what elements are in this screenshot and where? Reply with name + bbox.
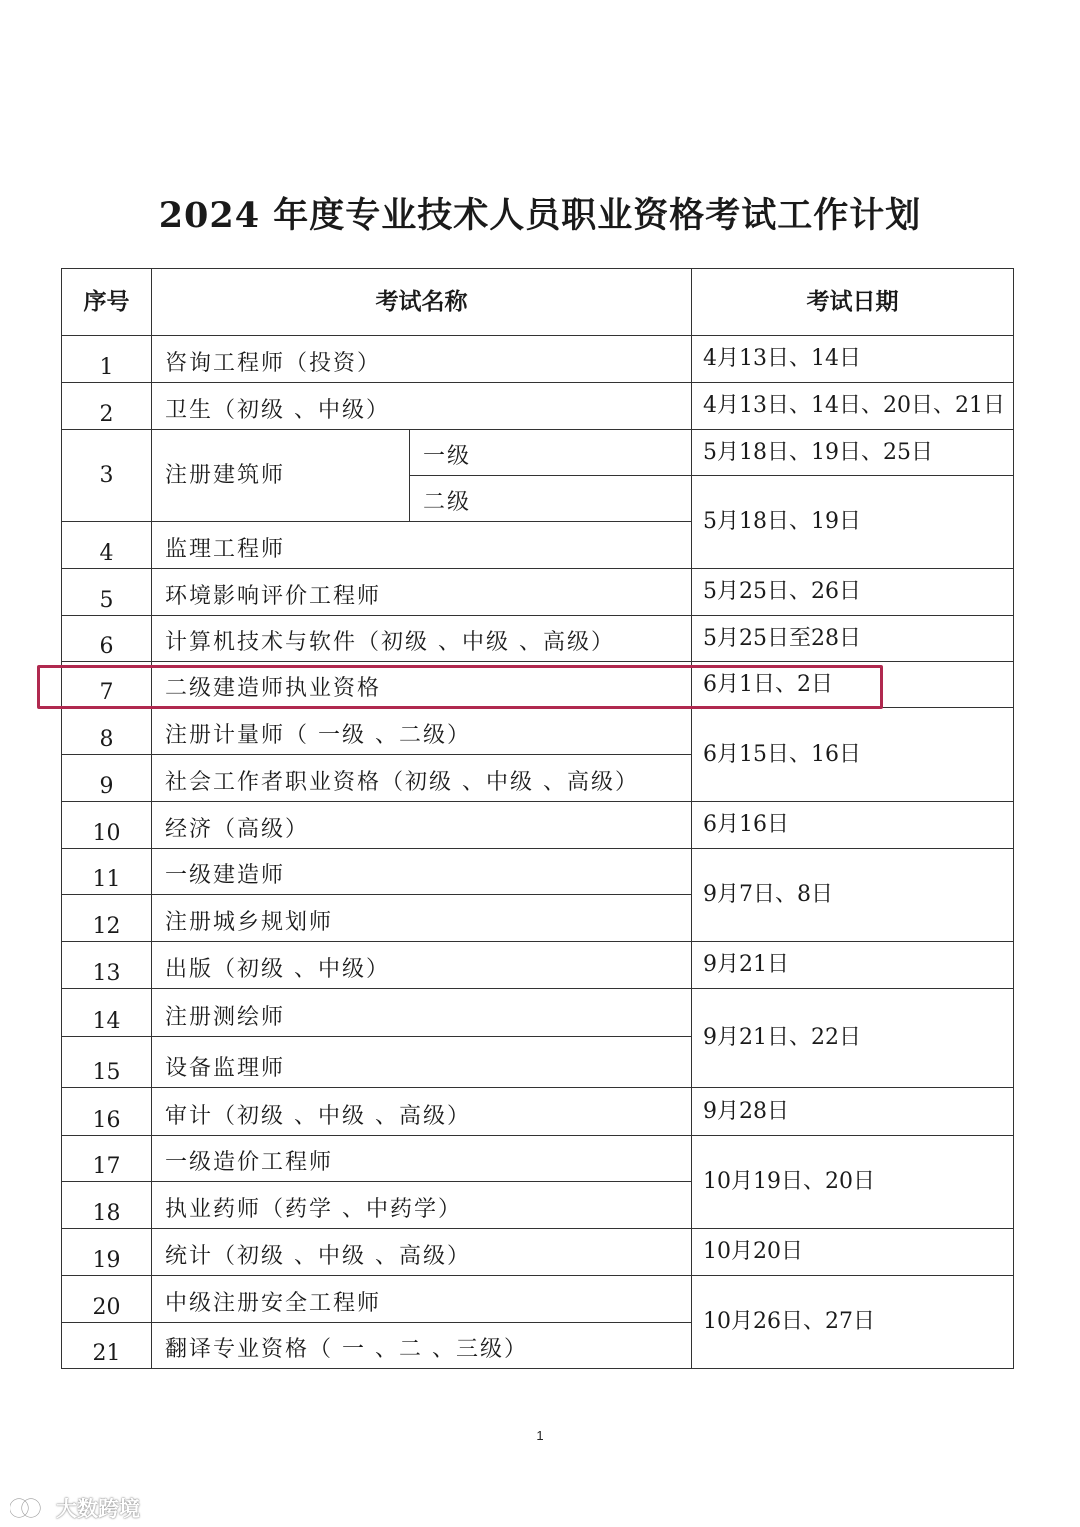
row-no: 3 [62,430,152,522]
row-exam-date: 10月26日、27日 [692,1276,1014,1369]
row-exam-date: 5月18日、19日、25日 [692,430,1014,476]
row-no: 11 [62,849,152,895]
table-row [62,849,1014,895]
row-exam-subname: 一级 [410,430,692,476]
watermark-text: 大数跨境 [56,1498,140,1521]
table-row [62,1088,1014,1136]
row-no: 21 [62,1323,152,1369]
row-no: 7 [62,662,152,708]
row-exam-date: 6月1日、2日 [692,662,1014,708]
row-exam-date: 5月25日、26日 [692,569,1014,616]
row-exam-name: 注册计量师（ 一级 、二级） [152,708,692,755]
watermark [10,1493,140,1523]
row-exam-name: 注册建筑师 [152,430,410,522]
row-exam-date: 9月28日 [692,1088,1014,1136]
row-exam-name: 一级造价工程师 [152,1136,692,1182]
row-exam-name: 一级建造师 [152,849,692,895]
row-exam-date: 5月18日、19日 [692,476,1014,569]
row-no: 19 [62,1229,152,1276]
row-no: 2 [62,383,152,430]
row-no: 1 [62,336,152,383]
table-row [62,989,1014,1037]
row-no: 8 [62,708,152,755]
row-exam-date: 9月21日 [692,942,1014,989]
table-row [62,942,1014,989]
row-no: 4 [62,522,152,569]
table-row [62,1229,1014,1276]
document-title: 2024 年度专业技术人员职业资格考试工作计划 [158,195,922,236]
row-no: 17 [62,1136,152,1182]
row-exam-name: 出版（初级 、中级） [152,942,692,989]
table-row [62,802,1014,849]
row-exam-name: 计算机技术与软件（初级 、中级 、高级） [152,616,692,662]
row-exam-date: 4月13日、14日、20日、21日 [692,383,1014,430]
table-row [62,1276,1014,1323]
row-exam-date: 9月21日、22日 [692,989,1014,1088]
row-exam-name: 经济（高级） [152,802,692,849]
row-exam-date: 6月15日、16日 [692,708,1014,802]
table-row [62,383,1014,430]
table-row [62,430,1014,476]
exam-schedule-table [61,268,1014,1369]
row-exam-name: 统计（初级 、中级 、高级） [152,1229,692,1276]
header-no: 序号 [62,269,152,336]
row-exam-date: 9月7日、8日 [692,849,1014,942]
header-date: 考试日期 [692,269,1014,336]
page-number: 1 [536,1428,544,1443]
table-row [62,708,1014,755]
row-exam-date: 6月16日 [692,802,1014,849]
row-exam-name: 设备监理师 [152,1037,692,1088]
row-no: 9 [62,755,152,802]
row-no: 16 [62,1088,152,1136]
row-no: 15 [62,1037,152,1088]
row-exam-name: 中级注册安全工程师 [152,1276,692,1323]
row-exam-name: 注册测绘师 [152,989,692,1037]
row-exam-date: 4月13日、14日 [692,336,1014,383]
row-no: 12 [62,895,152,942]
row-exam-name: 翻译专业资格（ 一 、二 、三级） [152,1323,692,1369]
table-row [62,336,1014,383]
table-row [62,1136,1014,1182]
watermark-logo-icon [10,1496,50,1520]
row-no: 10 [62,802,152,849]
row-exam-name: 二级建造师执业资格 [152,662,692,708]
row-no: 14 [62,989,152,1037]
row-no: 6 [62,616,152,662]
row-exam-name: 社会工作者职业资格（初级 、中级 、高级） [152,755,692,802]
row-exam-date: 5月25日至28日 [692,616,1014,662]
row-no: 5 [62,569,152,616]
row-exam-name: 卫生（初级 、中级） [152,383,692,430]
row-exam-date: 10月20日 [692,1229,1014,1276]
row-no: 20 [62,1276,152,1323]
row-no: 13 [62,942,152,989]
row-exam-name: 监理工程师 [152,522,692,569]
row-exam-name: 执业药师（药学 、中药学） [152,1182,692,1229]
row-exam-name: 审计（初级 、中级 、高级） [152,1088,692,1136]
table-row-highlighted [62,662,1014,708]
table-row [62,569,1014,616]
row-no: 18 [62,1182,152,1229]
row-exam-date: 10月19日、20日 [692,1136,1014,1229]
table-header-row [62,269,1014,336]
row-exam-subname: 二级 [410,476,692,522]
header-name: 考试名称 [152,269,692,336]
row-exam-name: 注册城乡规划师 [152,895,692,942]
row-exam-name: 咨询工程师（投资） [152,336,692,383]
table-row [62,616,1014,662]
row-exam-name: 环境影响评价工程师 [152,569,692,616]
